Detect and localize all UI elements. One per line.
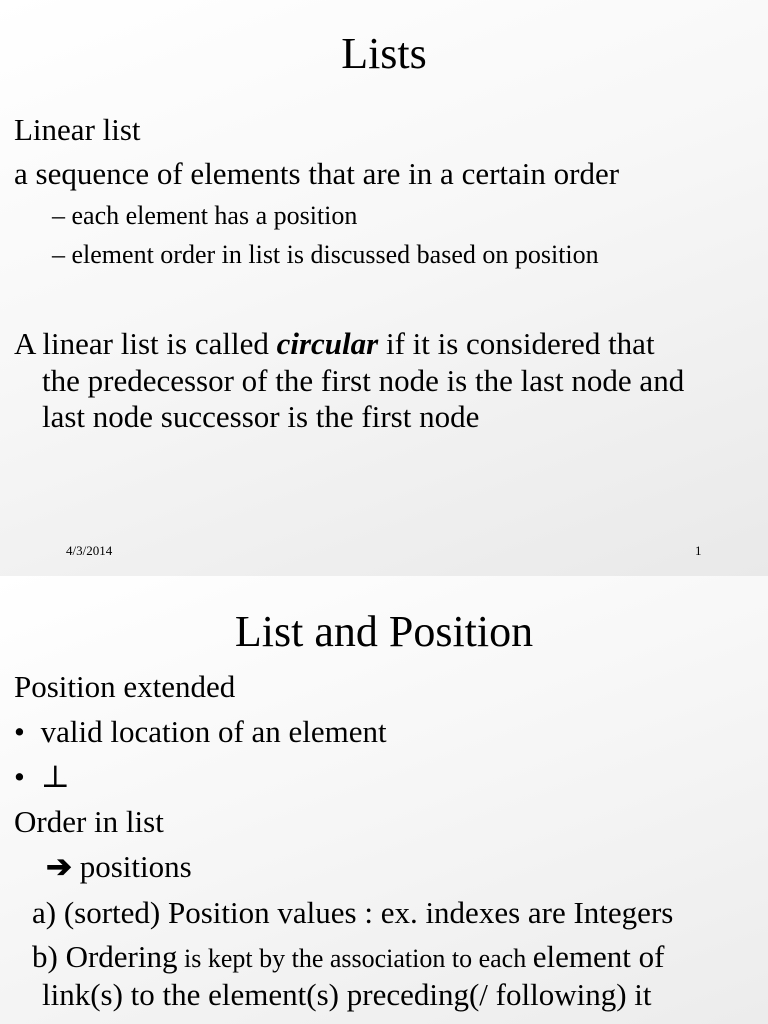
- arrow-line: [46, 849, 192, 885]
- arrow-right-icon: ➔: [46, 849, 72, 884]
- bullet-item: [14, 759, 70, 795]
- item-b-part2: is kept by the association to each: [177, 944, 533, 973]
- circular-after: if it is considered that: [378, 326, 655, 361]
- sub-item: [52, 240, 599, 270]
- circular-emphasis: circular: [276, 326, 379, 361]
- circular-definition-line3: last node successor is the first node: [42, 399, 480, 434]
- dash-marker: –: [52, 201, 65, 230]
- circular-definition-line1: [14, 326, 655, 362]
- bullet-marker: •: [14, 759, 25, 794]
- item-b-part3: element of: [532, 939, 665, 974]
- slide-list-and-position: [0, 576, 768, 1024]
- heading-position-extended: Position extended: [14, 669, 236, 704]
- dash-marker: –: [52, 240, 65, 269]
- sub-item-text: each element has a position: [71, 201, 358, 230]
- heading-order-in-list: Order in list: [14, 804, 164, 839]
- footer-page-number: 1: [695, 543, 702, 558]
- sub-item-text: element order in list is discussed based on position: [71, 240, 599, 269]
- bullet-item: [14, 714, 387, 750]
- bottom-symbol: ⊥: [40, 759, 70, 794]
- bullet-marker: •: [14, 714, 25, 749]
- circular-definition-line2: the predecessor of the first node is the last node and: [42, 363, 685, 398]
- sub-item: [52, 201, 357, 231]
- slide-title: Lists: [341, 29, 427, 78]
- bullet-text: valid location of an element: [40, 714, 387, 749]
- definition-text: a sequence of elements that are in a certain order: [14, 156, 620, 191]
- item-b-part1: b) Ordering: [32, 939, 178, 974]
- footer-date: 4/3/2014: [66, 543, 113, 558]
- circular-before: A linear list is called: [14, 326, 277, 361]
- item-b-line1: [32, 939, 664, 975]
- arrow-text: positions: [79, 849, 192, 884]
- item-a: a) (sorted) Position values : ex. indexes are Integers: [32, 895, 674, 930]
- item-b-line2: link(s) to the element(s) preceding(/ following) it: [42, 977, 652, 1012]
- heading-linear-list: Linear list: [14, 112, 141, 147]
- slide-title: List and Position: [234, 607, 534, 656]
